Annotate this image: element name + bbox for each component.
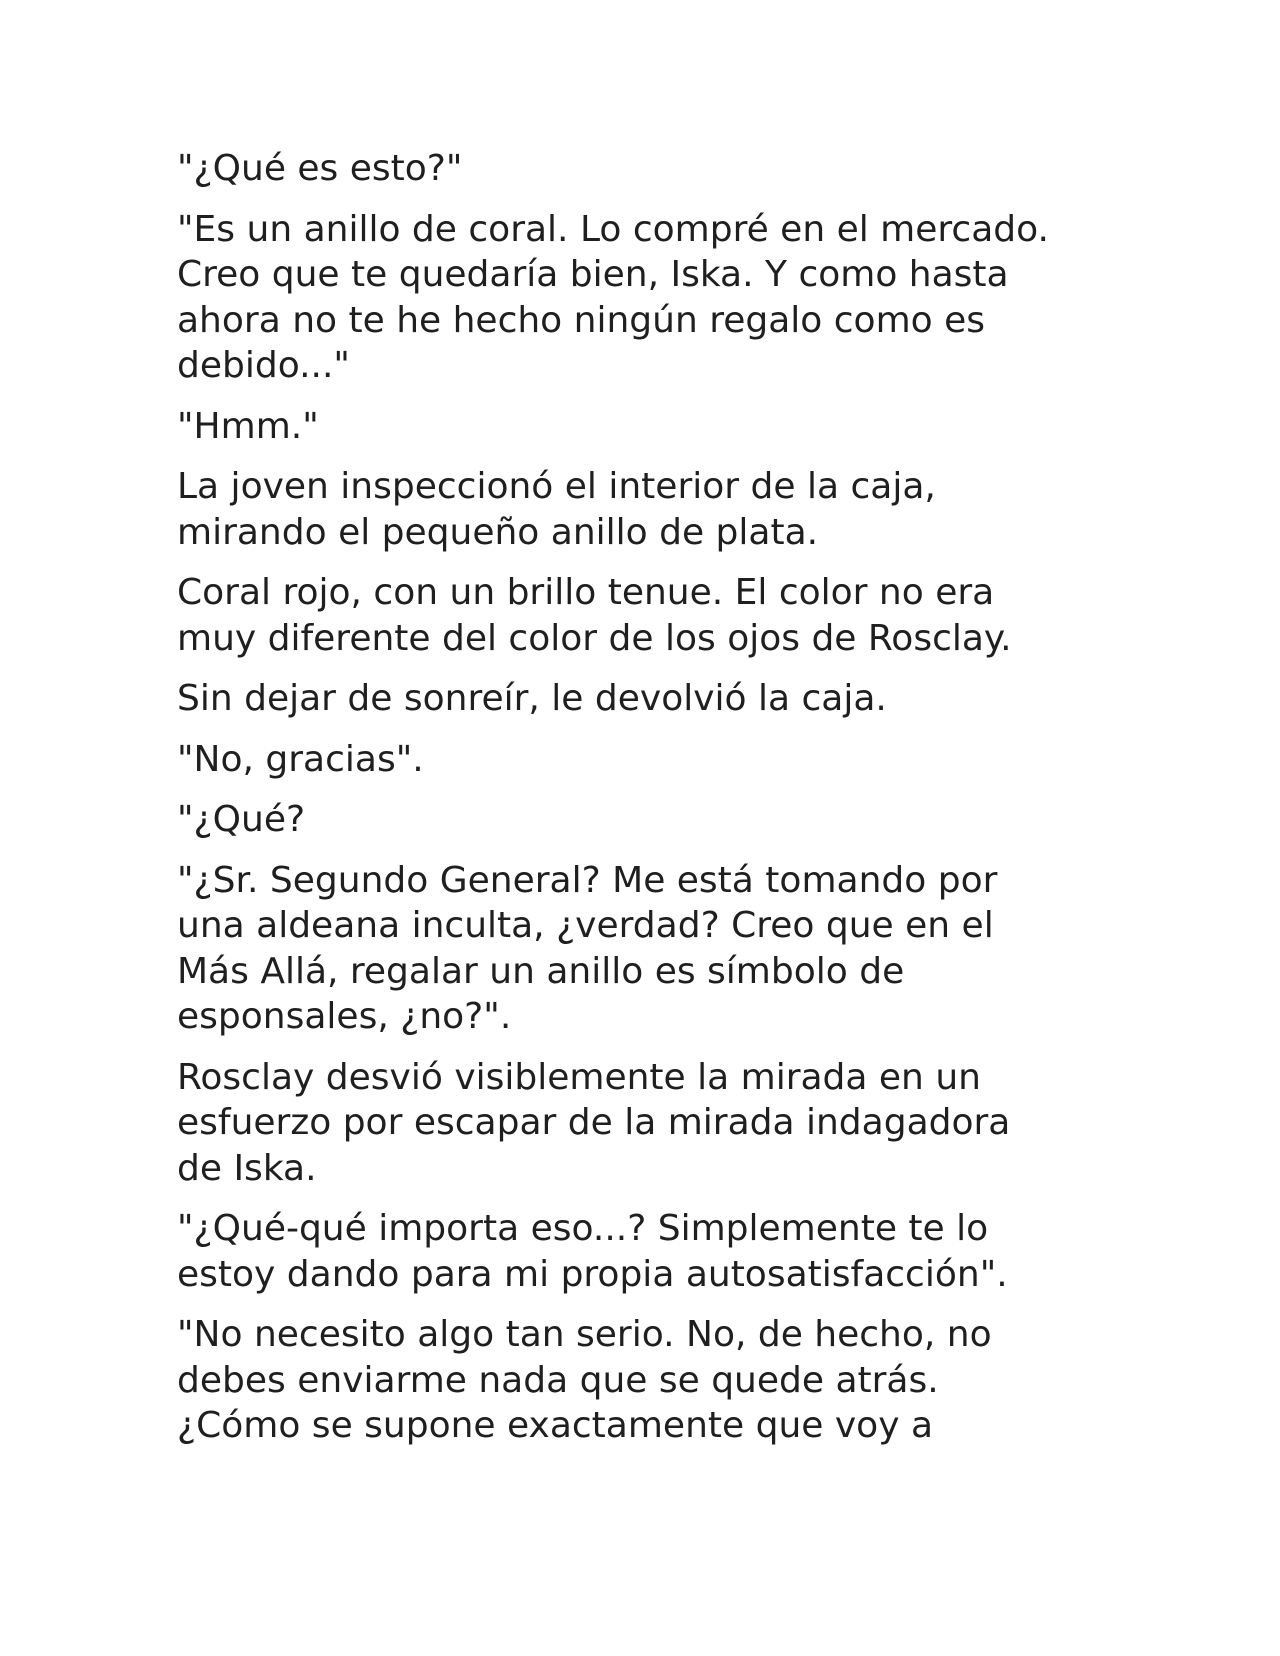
paragraph-self-satisfaction: "¿Qué-qué importa eso...? Simplemente te lo estoy dando para mi propia autosatisfacción". [177, 1208, 1008, 1295]
document-page [177, 146, 1117, 1464]
paragraph-returned-box: Sin dejar de sonreír, le devolvió la caja. [177, 678, 887, 719]
paragraph-question: "¿Qué es esto?" [177, 148, 463, 189]
paragraph-what: "¿Qué? [177, 799, 306, 840]
paragraph-red-coral: Coral rojo, con un brillo tenue. El color no era muy diferente del color de los ojos de Rosclay. [177, 572, 1012, 659]
paragraph-nothing-serious: "No necesito algo tan serio. No, de hecho, no debes enviarme nada que se quede atrás. ¿Cómo se supone exactamente que voy a [177, 1314, 992, 1446]
paragraph-hmm: "Hmm." [177, 405, 319, 447]
paragraph-second-general: "¿Sr. Segundo General? Me está tomando por una aldeana inculta, ¿verdad? Creo que en el Más Allá, regalar un anillo es símbolo de esponsales, ¿no?". [177, 859, 998, 1037]
paragraph-averted-gaze: Rosclay desvió visiblemente la mirada en un esfuerzo por escapar de la mirada indagadora de Iska. [177, 1056, 1011, 1189]
paragraph-no-thanks: "No, gracias". [177, 738, 424, 780]
paragraph-inspection: La joven inspeccionó el interior de la caja, mirando el pequeño anillo de plata. [177, 466, 936, 553]
paragraph-coral-ring: "Es un anillo de coral. Lo compré en el mercado. Creo que te quedaría bien, Iska. Y como hasta ahora no te he hecho ningún regalo como es debido..." [177, 208, 1049, 386]
